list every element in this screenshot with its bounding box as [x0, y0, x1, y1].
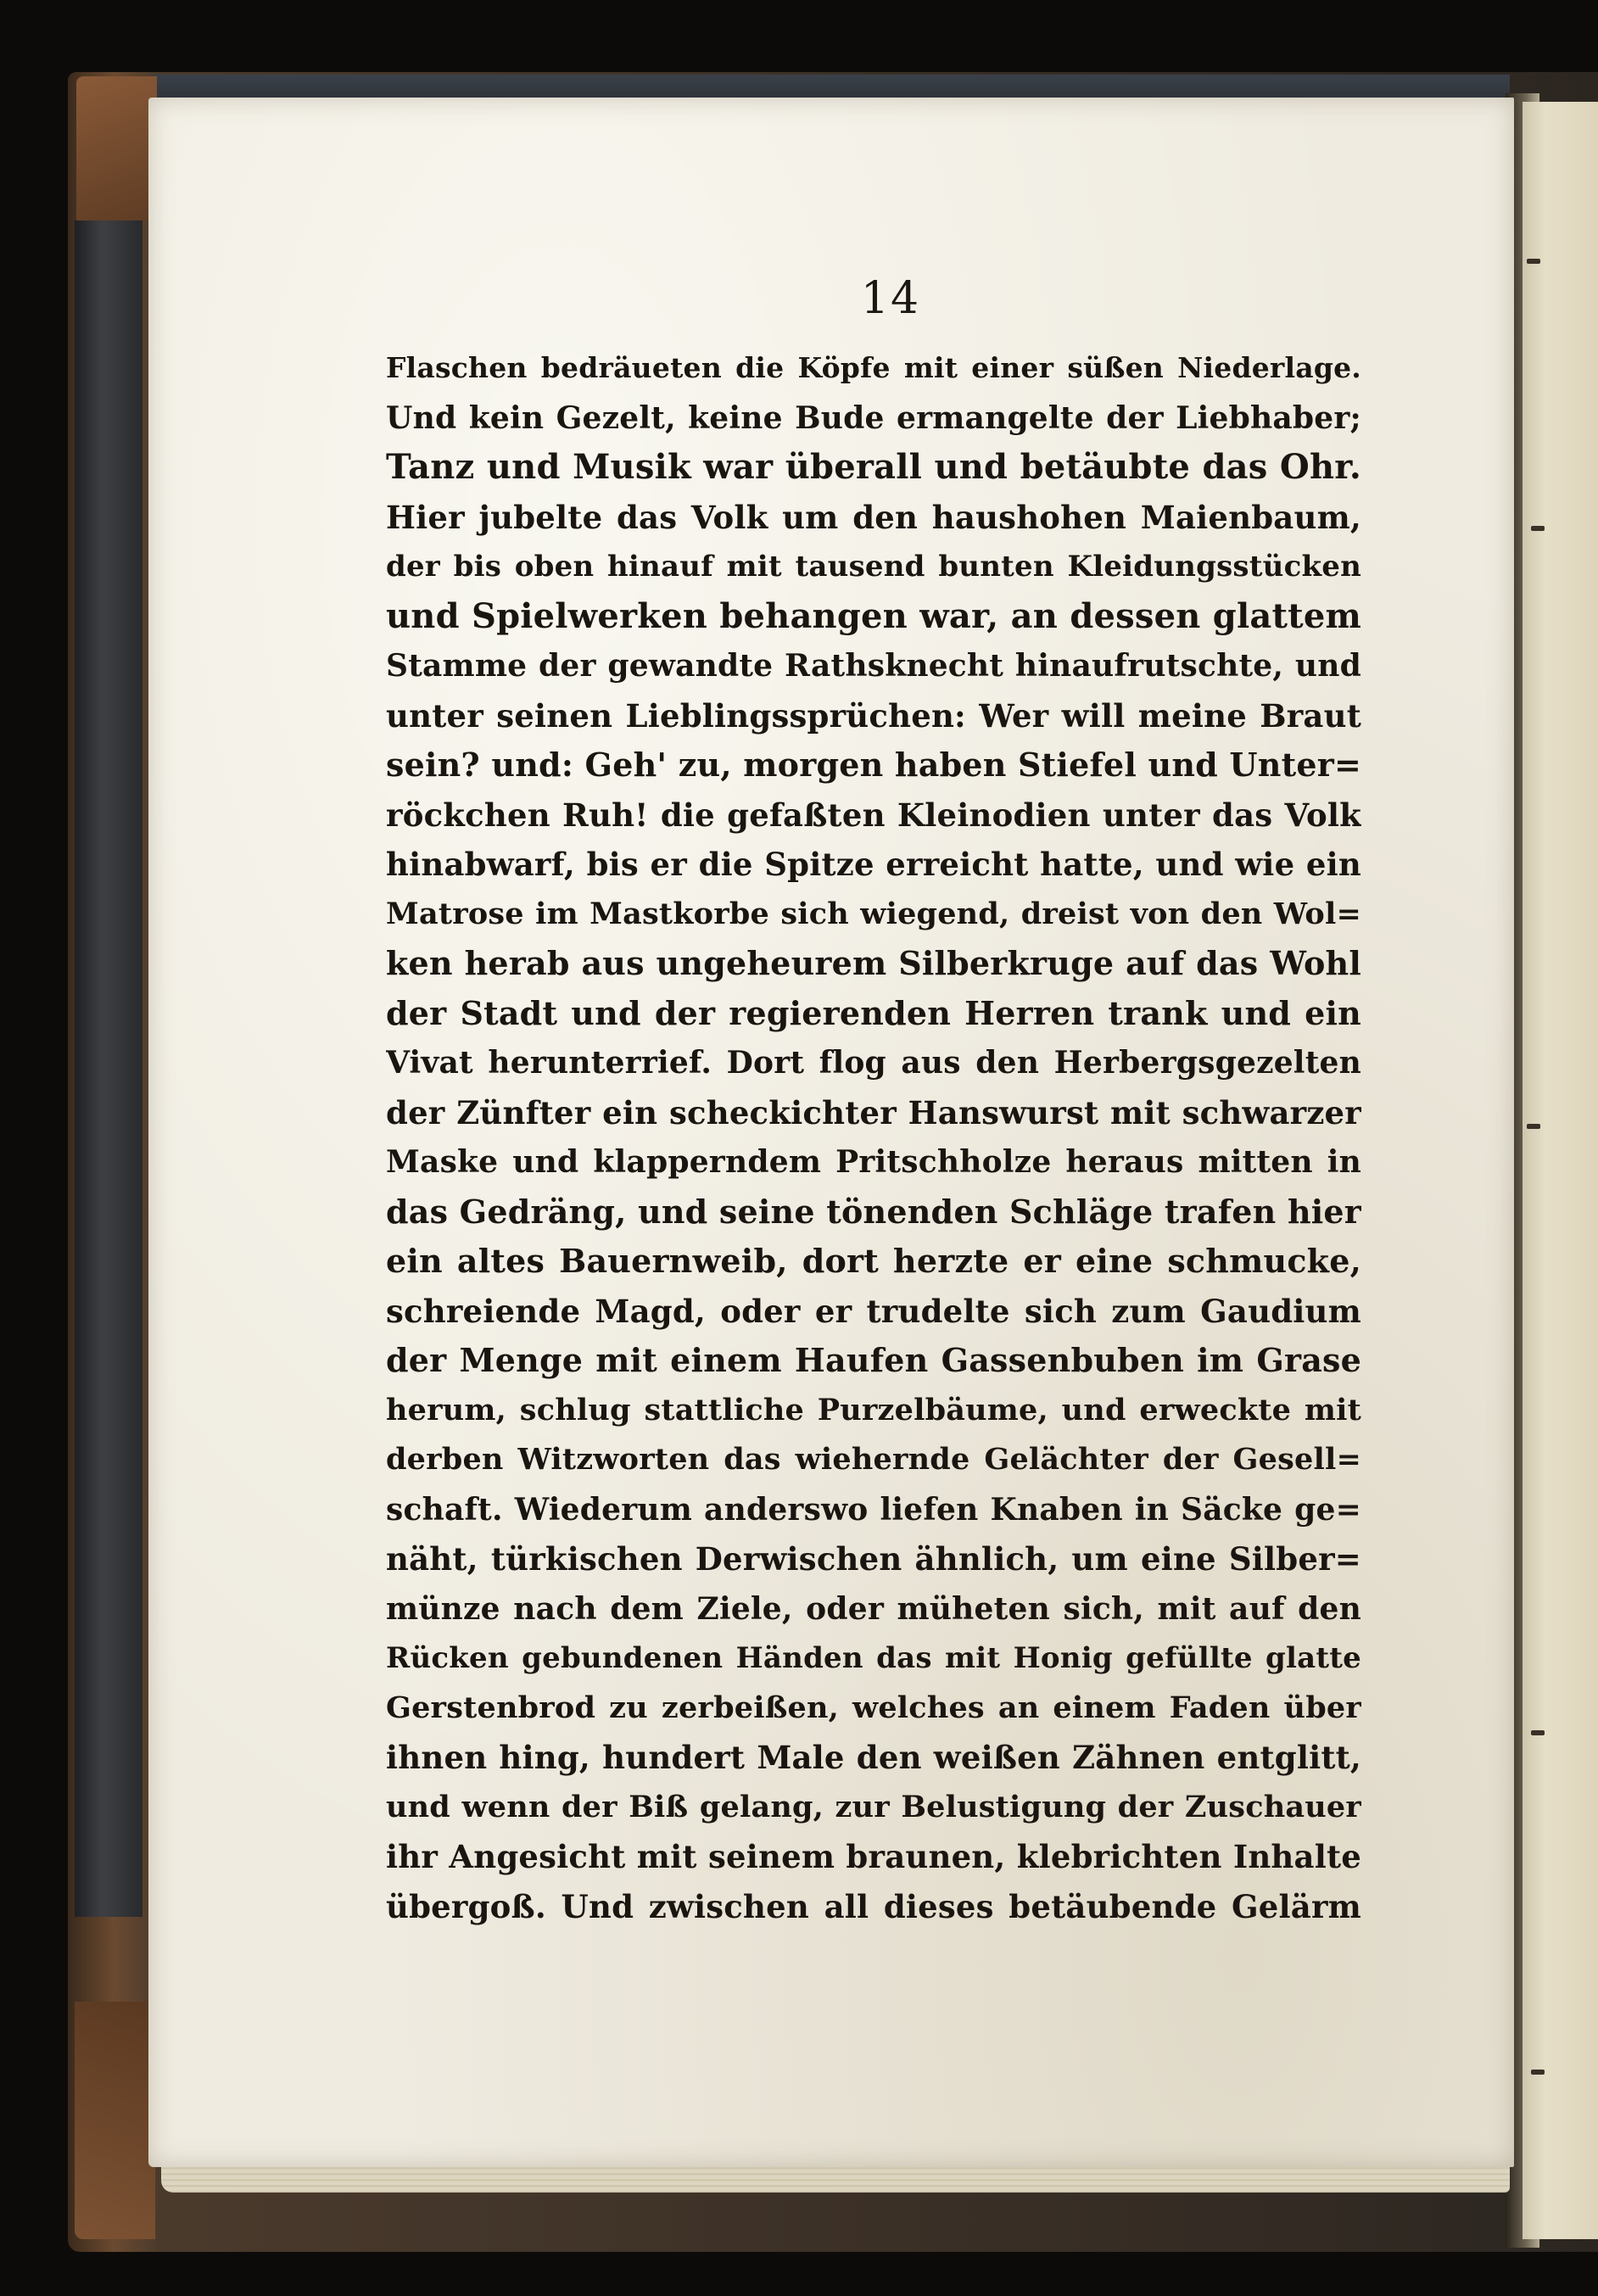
text-line: und wenn der Biß gelang, zur Belustigung der Zuschauer: [386, 1789, 1361, 1824]
page-number: 14: [860, 273, 921, 324]
margin-mark: [1531, 2070, 1545, 2075]
text-line: Gerstenbrod zu zerbeißen, welches an einem Faden über: [386, 1690, 1361, 1725]
margin-mark: [1527, 1124, 1540, 1129]
text-line: Und kein Gezelt, keine Bude ermangelte der Liebhaber;: [386, 399, 1361, 436]
text-line: übergoß. Und zwischen all dieses betäubende Gelärm: [386, 1887, 1361, 1925]
text-line: hinabwarf, bis er die Spitze erreicht hatte, und wie ein: [386, 846, 1361, 883]
text-line: schaft. Wiederum anderswo liefen Knaben in Säcke ge=: [386, 1491, 1361, 1528]
text-line: der Stadt und der regierenden Herren trank und ein: [386, 993, 1361, 1032]
text-line: ihr Angesicht mit seinem braunen, klebrichten Inhalte: [386, 1838, 1361, 1875]
book-spine: [75, 221, 142, 1917]
text-line: ihnen hing, hundert Male den weißen Zähnen entglitt,: [386, 1739, 1361, 1776]
text-line: Vivat herunterrief. Dort flog aus den Herbergsgezelten: [386, 1045, 1361, 1081]
text-line: der Zünfter ein scheckichter Hanswurst mit schwarzer: [386, 1093, 1361, 1131]
text-line: Rücken gebundenen Händen das mit Honig gefüllte glatte: [386, 1641, 1361, 1675]
leather-corner-top: [76, 76, 157, 221]
margin-mark: [1527, 259, 1540, 264]
text-line: ken herab aus ungeheurem Silberkruge auf das Wohl: [386, 944, 1361, 982]
text-line: der Menge mit einem Haufen Gassenbuben im Grase: [386, 1341, 1361, 1379]
text-line: Flaschen bedräueten die Köpfe mit einer süßen Niederlage.: [386, 351, 1361, 384]
text-line: münze nach dem Ziele, oder müheten sich, mit auf den: [386, 1590, 1361, 1627]
margin-mark: [1531, 1730, 1545, 1735]
text-line: sein? und: Geh' zu, morgen haben Stiefel und Unter=: [386, 746, 1361, 784]
text-line: näht, türkischen Derwischen ähnlich, um eine Silber=: [386, 1540, 1361, 1578]
text-line: röckchen Ruh! die gefaßten Kleinodien unter das Volk: [386, 796, 1361, 834]
text-line: Hier jubelte das Volk um den haushohen Maienbaum,: [386, 498, 1361, 536]
text-line: Matrose im Mastkorbe sich wiegend, dreist von den Wol=: [386, 896, 1361, 931]
text-line: und Spielwerken behangen war, an dessen glattem: [386, 595, 1361, 636]
text-line: unter seinen Lieblingssprüchen: Wer will meine Braut: [386, 696, 1361, 735]
facing-page-edge: [1523, 102, 1598, 2239]
text-line: Tanz und Musik war überall und betäubte das Ohr.: [386, 447, 1361, 487]
text-line: ein altes Bauernweib, dort herzte er eine schmucke,: [386, 1242, 1361, 1280]
text-line: Maske und klapperndem Pritschholze heraus mitten in: [386, 1144, 1361, 1180]
body-text: [386, 344, 1361, 1931]
text-line: Stamme der gewandte Rathsknecht hinaufrutschte, und: [386, 648, 1361, 684]
text-line: herum, schlug stattliche Purzelbäume, und erweckte mit: [386, 1392, 1361, 1427]
text-line: der bis oben hinauf mit tausend bunten Kleidungsstücken: [386, 550, 1361, 584]
margin-mark: [1531, 526, 1545, 531]
text-line: derben Witzworten das wiehernde Gelächter der Gesell=: [386, 1442, 1361, 1477]
text-line: das Gedräng, und seine tönenden Schläge trafen hier: [386, 1192, 1361, 1231]
leather-corner-bottom: [75, 2002, 155, 2239]
text-line: schreiende Magd, oder er trudelte sich zum Gaudium: [386, 1292, 1361, 1330]
